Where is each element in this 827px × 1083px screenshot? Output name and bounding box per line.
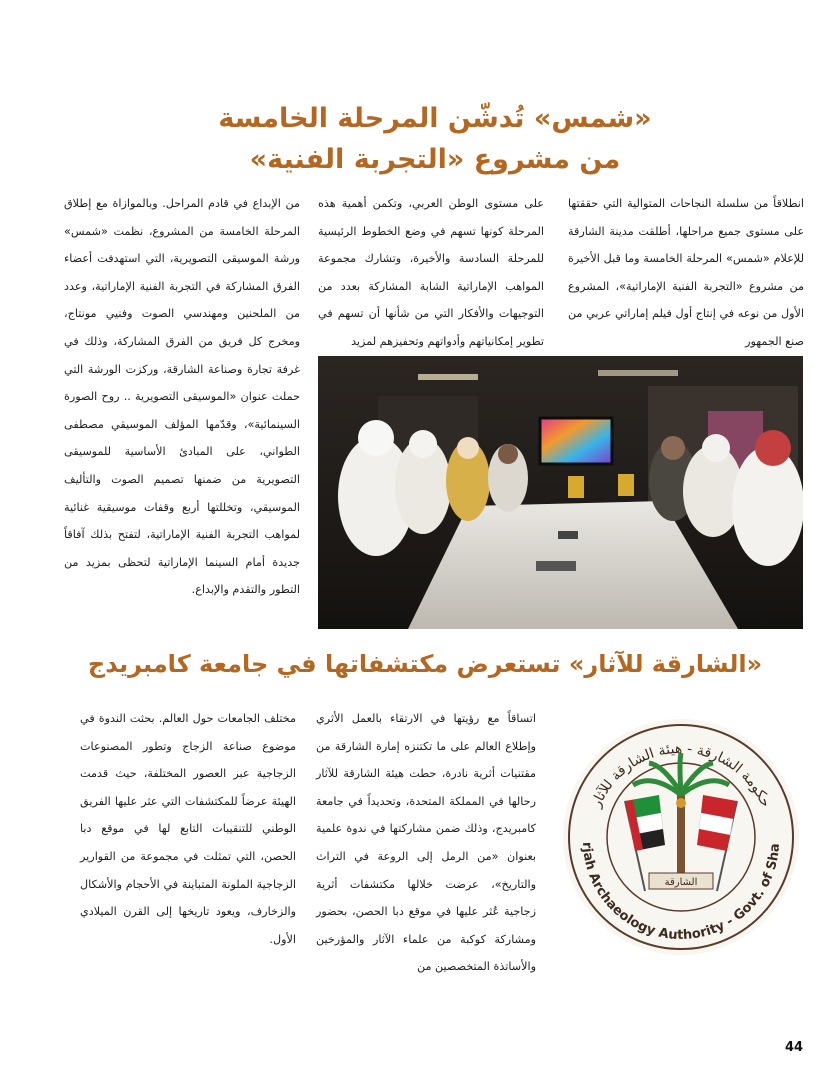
meeting-photo-illustration [318, 356, 803, 629]
article1-column-left [64, 190, 300, 604]
article2-paragraph-left: مختلف الجامعات حول العالم. بحثت الندوة في موضوع صناعة الزجاج وتطور المصنوعات الزجاجية عبر العصور المختلفة، حيث قدمت الهيئة عرضاً للمكتشفات التي عثر عليها الفريق الوطني للتنقيبات التابع لها في موقع دبا الحصن، التي تمثلت في مجموعة من القوارير الزجاجية الملونة المتباينة في الأحجام والأشكال والزخارف، ويعود تاريخها إلى القرن الميلادي الأول. [80, 712, 296, 946]
page-number: 44 [785, 1040, 804, 1055]
article2-title: «الشارقة للآثار» تستعرض مكتشفاتها في جامعة كامبريدج [87, 650, 763, 678]
logo-arabic-text: حكومة الشارقة - هيئة الشارقة للآثار [588, 740, 774, 810]
article1-title-line1: «شمس» تُدشّن المرحلة الخامسة [218, 103, 652, 134]
article2-paragraph-right: اتساقاً مع رؤيتها في الارتقاء بالعمل الأثري وإطلاع العالم على ما تكتنزه إمارة الشارقة من مقتنيات أثرية نادرة، حطت هيئة الشارقة للآثار رحالها في المملكة المتحدة، وتحديداً في جامعة كامبريدج، وذلك ضمن مشاركتها في ندوة علمية بعنوان «من الرمل إلى الروعة في التراث والتاريخ»، عرضت خلالها مكتشفات أثرية زجاجية عُثر عليها في موقع دبا الحصن، بحضور ومشاركة كوكبة من علماء الآثار والمؤرخين والأساتذة المتخصصين من [316, 712, 536, 974]
article2-column-left [80, 705, 296, 953]
logo-emblem [553, 713, 809, 959]
article1-column-right [568, 190, 804, 356]
sharjah-archaeology-logo [553, 713, 809, 959]
article1-paragraph-middle: على مستوى الوطن العربي، وتكمن أهمية هذه المرحلة كونها تسهم في وضع الخطوط الرئيسية للمرحلة السادسة والأخيرة، وتشارك مجموعة المواهب الإماراتية الشابة المشاركة بعدد من التوجيهات والأفكار التي من شأنها أن تسهم في تطوير إمكانياتهم وأدواتهم وتحفيزهم لمزيد [318, 197, 544, 348]
article2-column-right [316, 705, 536, 981]
article1-column-middle [318, 190, 544, 356]
logo-english-text: rjah Archaeology Authority - Govt. of Sha [578, 841, 784, 944]
meeting-photo [318, 356, 803, 629]
article1-paragraph-right: انطلاقاً من سلسلة النجاحات المتوالية التي حققتها على مستوى جميع مراحلها، أطلقت مدينة الشارقة للإعلام «شمس» المرحلة الخامسة وما قبل الأخيرة من مشروع «التجربة الفنية الإماراتية»، المشروع الأول من نوعه في إنتاج أول فيلم إماراتي عربي من صنع الجمهور [568, 197, 804, 348]
logo-ribbon-text: الشارقة [664, 877, 698, 888]
article1-paragraph-left: من الإبداع في قادم المراحل. وبالموازاة مع إطلاق المرحلة الخامسة من المشروع، نظمت «شمس» ورشة الموسيقى التصويرية، التي استهدفت أعضاء الفرق المشاركة في التجربة الفنية الإماراتية، وعدد من الملحنين ومهندسي الصوت وفنيي مونتاج، ومخرج كل فريق من الفرق المشاركة، وذلك في غرفة تجارة وصناعة الشارقة، وركزت الورشة التي حملت عنوان «الموسيقى التصويرية .. روح الصورة السينمائية»، وقدّمها المؤلف الموسيقي مصطفى الطواني، على المبادئ الأساسية للموسيقى التصويرية من ضمنها تصميم الصوت والتأليف الموسيقي، وتخللتها أربع وقفات موسيقية غنائية لمواهب التجربة الفنية الإماراتية، لتفتح بذلك آفاقاً جديدة أمام السينما الإماراتية لتحظى بمزيد من التطور والتقدم والإبداع. [64, 197, 300, 597]
article1-title-line2: من مشروع «التجربة الفنية» [249, 144, 621, 175]
